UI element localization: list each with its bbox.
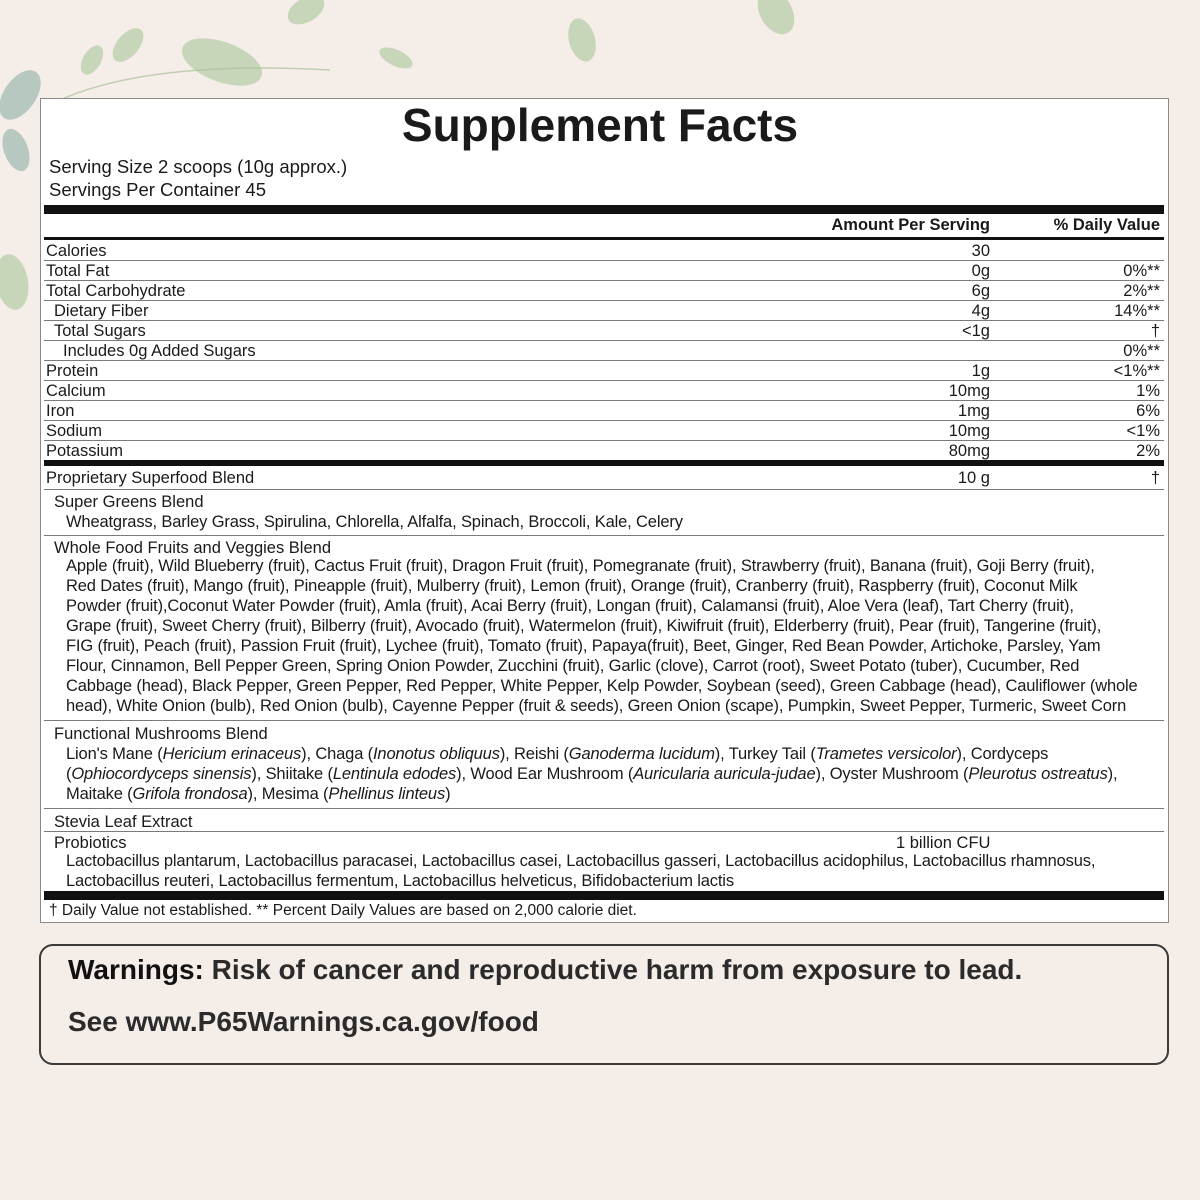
nutrient-row-total-sugars (44, 321, 1164, 341)
proprietary-blend-amount: 10 g (957, 469, 990, 487)
nutrient-label: Sodium (46, 422, 102, 440)
nutrient-label: Potassium (46, 442, 124, 460)
ingredient-line: Maitake (Grifola frondosa), Mesima (Phellinus linteus) (66, 785, 451, 803)
probiotics-strains (66, 851, 1166, 891)
nutrient-label: Calories (46, 242, 107, 260)
header-daily-value: % Daily Value (1053, 216, 1160, 234)
stevia-label: Stevia Leaf Extract (54, 813, 193, 831)
proprietary-blend-label: Proprietary Superfood Blend (46, 469, 255, 487)
mushroom-name: Chaga (315, 745, 364, 763)
mushroom-name: Lion's Mane (66, 745, 153, 763)
proprietary-blend-row (44, 468, 1164, 488)
header-divider (44, 237, 1164, 240)
servings-per-container: Servings Per Container 45 (49, 179, 266, 200)
nutrient-daily-value: 1% (1136, 382, 1160, 400)
fruits-blend-ingredients (66, 556, 1166, 716)
nutrient-daily-value: 14%** (1114, 302, 1160, 320)
nutrient-row-calories (44, 241, 1164, 261)
mushroom-name: Reishi (514, 745, 559, 763)
nutrient-amount: 1g (971, 362, 990, 380)
nutrient-row-calcium (44, 381, 1164, 401)
divider (44, 831, 1164, 832)
panel-title: Supplement Facts (401, 99, 799, 151)
nutrient-amount: 10mg (948, 382, 990, 400)
divider (44, 535, 1164, 536)
mushroom-name: Oyster Mushroom (829, 765, 959, 783)
mushroom-latin-name: Trametes versicolor (815, 745, 957, 763)
warning-lead: Warnings: (68, 954, 204, 985)
nutrient-daily-value: 6% (1136, 402, 1160, 420)
nutrient-label: Includes 0g Added Sugars (63, 342, 256, 360)
nutrient-label: Total Carbohydrate (46, 282, 186, 300)
nutrient-row-added-sugars (44, 341, 1164, 361)
nutrient-row-total-fat (44, 261, 1164, 281)
mushroom-latin-name: Auricularia auricula-judae (633, 765, 816, 783)
mushroom-latin-name: Pleurotus ostreatus (968, 765, 1108, 783)
nutrient-daily-value: 0%** (1123, 262, 1160, 280)
ingredient-line: Lion's Mane (Hericium erinaceus), Chaga (Inonotus obliquus), Reishi (Ganoderma lucidum), Turkey Tail (Trametes versicolor), Cordyceps (66, 745, 1049, 763)
nutrient-amount: 10mg (948, 422, 990, 440)
nutrient-amount: 30 (971, 242, 990, 260)
thick-divider (44, 205, 1164, 214)
nutrient-row-protein (44, 361, 1164, 381)
nutrient-label: Total Fat (46, 262, 110, 280)
mushroom-latin-name: Grifola frondosa (132, 785, 248, 803)
warning-link[interactable]: See www.P65Warnings.ca.gov/food (68, 1006, 539, 1037)
nutrient-amount: 80mg (948, 442, 990, 460)
nutrient-row-iron (44, 401, 1164, 421)
mushroom-latin-name: Ganoderma lucidum (568, 745, 715, 763)
greens-blend-title: Super Greens Blend (54, 493, 204, 511)
ingredient-line: Lactobacillus reuteri, Lactobacillus fermentum, Lactobacillus helveticus, Bifidobacterium lactis (66, 872, 734, 890)
warning-statement (68, 953, 1022, 987)
mushroom-name: Shiitake (265, 765, 324, 783)
nutrient-daily-value: <1%** (1113, 362, 1160, 380)
mushroom-name: Mesima (261, 785, 319, 803)
ingredient-line: Cabbage (head), Black Pepper, Green Pepper, Red Pepper, White Pepper, Kelp Powder, Soybean (seed), Green Cabbage (head), Cauliflower (whole (66, 677, 1138, 695)
nutrient-row-dietary-fiber (44, 301, 1164, 321)
nutrient-label: Total Sugars (54, 322, 146, 340)
mushroom-name: Maitake (66, 785, 123, 803)
nutrient-amount: 1mg (957, 402, 990, 420)
bottom-divider (44, 891, 1164, 900)
ingredient-line: Red Dates (fruit), Mango (fruit), Pineapple (fruit), Mulberry (fruit), Lemon (fruit), Orange (fruit), Cranberry (fruit), Raspberry (fruit), Coconut Milk (66, 577, 1078, 595)
fruits-blend-title: Whole Food Fruits and Veggies Blend (54, 539, 331, 557)
ingredient-line: Powder (fruit),Coconut Water Powder (fruit), Amla (fruit), Acai Berry (fruit), Longan (fruit), Calamansi (fruit), Aloe Vera (leaf), Tart Cherry (fruit), (66, 597, 1074, 615)
blend-divider (44, 460, 1164, 466)
nutrient-daily-value: 2% (1136, 442, 1160, 460)
mushroom-latin-name: Phellinus linteus (328, 785, 446, 803)
nutrient-daily-value: † (1150, 322, 1160, 340)
ingredient-line: (Ophiocordyceps sinensis), Shiitake (Lentinula edodes), Wood Ear Mushroom (Auricularia auricula-judae), Oyster Mushroom (Pleurotus ostreatus), (66, 765, 1118, 783)
proprietary-blend-dv: † (1150, 469, 1160, 487)
ingredient-line: Apple (fruit), Wild Blueberry (fruit), Cactus Fruit (fruit), Dragon Fruit (fruit), Pomegranate (fruit), Strawberry (fruit), Banana (fruit), Goji Berry (fruit), (66, 557, 1095, 575)
nutrient-amount: <1g (962, 322, 990, 340)
warning-text: Risk of cancer and reproductive harm from exposure to lead. (211, 954, 1023, 985)
greens-blend-ingredients (66, 512, 1166, 532)
nutrient-row-sodium (44, 421, 1164, 441)
nutrient-amount: 0g (971, 262, 990, 280)
nutrient-daily-value: <1% (1126, 422, 1160, 440)
probiotics-title: Probiotics (54, 834, 127, 852)
mushroom-latin-name: Inonotus obliquus (373, 745, 500, 763)
nutrient-row-total-carbohydrate (44, 281, 1164, 301)
mushroom-latin-name: Lentinula edodes (332, 765, 457, 783)
divider (44, 808, 1164, 809)
ingredient-line: Wheatgrass, Barley Grass, Spirulina, Chlorella, Alfalfa, Spinach, Broccoli, Kale, Celery (66, 513, 683, 531)
mushrooms-blend-title: Functional Mushrooms Blend (54, 725, 268, 743)
ingredient-line: FIG (fruit), Peach (fruit), Passion Fruit (fruit), Lychee (fruit), Tomato (fruit), Papaya(fruit), Beet, Ginger, Red Bean Powder, Artichoke, Parsley, Yam (66, 637, 1101, 655)
nutrient-label: Calcium (46, 382, 106, 400)
mushrooms-blend-ingredients (66, 744, 1166, 804)
nutrient-daily-value: 0%** (1123, 342, 1160, 360)
header-amount: Amount Per Serving (831, 216, 990, 234)
nutrient-label: Dietary Fiber (54, 302, 149, 320)
nutrient-amount: 4g (971, 302, 990, 320)
nutrient-label: Protein (46, 362, 99, 380)
footnote: † Daily Value not established. ** Percent Daily Values are based on 2,000 calorie diet. (49, 902, 637, 919)
ingredient-line: Grape (fruit), Sweet Cherry (fruit), Bilberry (fruit), Avocado (fruit), Watermelon (fruit), Kiwifruit (fruit), Elderberry (fruit), Pear (fruit), Tangerine (fruit), (66, 617, 1102, 635)
divider (44, 720, 1164, 721)
nutrient-amount: 6g (971, 282, 990, 300)
mushroom-name: Turkey Tail (728, 745, 806, 763)
ingredient-line: Flour, Cinnamon, Bell Pepper Green, Spring Onion Powder, Zucchini (fruit), Garlic (clove), Carrot (root), Sweet Potato (tuber), Cucumber, Red (66, 657, 1080, 675)
divider (44, 489, 1164, 490)
nutrient-row-potassium (44, 441, 1164, 461)
nutrient-daily-value: 2%** (1123, 282, 1160, 300)
ingredient-line: head), White Onion (bulb), Red Onion (bulb), Cayenne Pepper (fruit & seeds), Green Onion (scape), Pumpkin, Sweet Pepper, Turmeric, Sweet Corn (66, 697, 1127, 715)
mushroom-latin-name: Hericium erinaceus (162, 745, 302, 763)
serving-size: Serving Size 2 scoops (10g approx.) (49, 156, 348, 177)
probiotics-amount: 1 billion CFU (896, 834, 991, 852)
mushroom-latin-name: Ophiocordyceps sinensis (71, 765, 252, 783)
mushroom-name: Cordyceps (970, 745, 1049, 763)
ingredient-line: Lactobacillus plantarum, Lactobacillus paracasei, Lactobacillus casei, Lactobacillus gasseri, Lactobacillus acidophilus, Lactobacillus rhamnosus, (66, 852, 1096, 870)
mushroom-name: Wood Ear Mushroom (470, 765, 624, 783)
nutrient-label: Iron (46, 402, 75, 420)
